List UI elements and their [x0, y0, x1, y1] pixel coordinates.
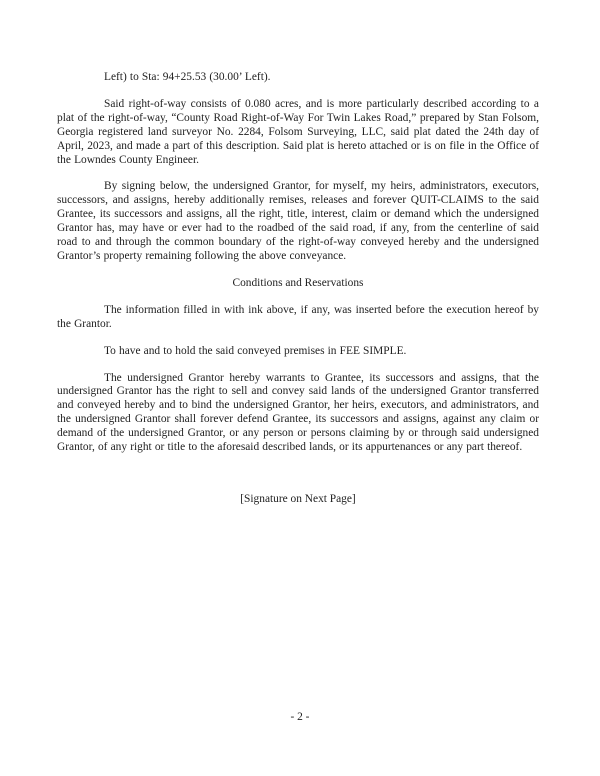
document-body	[57, 71, 539, 520]
paragraph-ink-provision: The information filled in with ink above, if any, was inserted before the execution hereof by the Grantor.	[57, 303, 539, 330]
section-heading-conditions-and-reservations: Conditions and Reservations	[232, 276, 364, 289]
paragraph-quitclaim: By signing below, the undersigned Grantor, for myself, my heirs, administrators, executors, successors, and assigns, hereby additionally remises, releases and forever QUIT-CLAIMS to the said Grantee, its successors and assigns, all the right, title, interest, claim or demand which the undersigned Grantor has, may have or ever had to the roadbed of the said road, if any, from the centerline of said road to and through the common boundary of the right-of-way conveyed hereby and the undersigned Grantor’s property remaining following the above conveyance.	[57, 180, 539, 262]
continuation-line: Left) to Sta: 94+25.53 (30.00’ Left).	[104, 71, 271, 83]
paragraph-warranty: The undersigned Grantor hereby warrants to Grantee, its successors and assigns, that the undersigned Grantor has the right to sell and convey said lands of the undersigned Grantor transferred and conveyed hereby and to bind the undersigned Grantor, her heirs, executors, and administrators, and the undersigned Grantor shall forever defend Grantee, its successors and assigns, against any claim or demand of the undersigned Grantor, or any person or persons claiming by or through said undersigned Grantor, of any right or title to the aforesaid described lands, or its appurtenances or any part thereof.	[57, 371, 539, 454]
signature-placeholder: [Signature on Next Page]	[240, 492, 356, 505]
page-number: - 2 -	[290, 711, 310, 723]
paragraph-fee-simple: To have and to hold the said conveyed premises in FEE SIMPLE.	[104, 344, 407, 357]
paragraph-plat-description: Said right-of-way consists of 0.080 acres, and is more particularly described according to a plat of the right-of-way, “County Road Right-of-Way For Twin Lakes Road,” prepared by Stan Folsom, Georgia registered land surveyor No. 2284, Folsom Surveying, LLC, said plat dated the 24th day of April, 2023, and made a part of this description. Said plat is hereto attached or is on file in the Office of the Lowndes County Engineer.	[57, 97, 539, 166]
